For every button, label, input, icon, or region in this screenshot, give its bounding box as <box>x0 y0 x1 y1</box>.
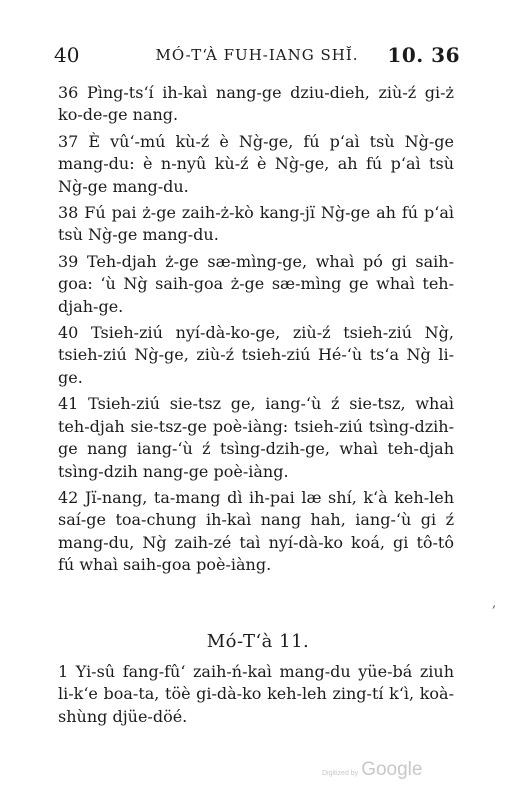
watermark-prefix: Digitized by <box>322 770 359 777</box>
verse-item <box>58 251 454 318</box>
verse-item <box>58 322 454 389</box>
verse-text: Tsieh-ziú nyí-dà-ko-ge, ziù-ź tsieh-ziú Ng̀, tsieh-ziú Ng̀-ge, ziù-ź tsieh-ziú Hé-‘ù ts‘a Ng̀ li-ge. <box>58 323 454 387</box>
verse-number: 42 <box>58 487 79 507</box>
chapter-verse-reference: 10. 36 <box>387 43 460 67</box>
verse-text: Yi-sû fang-fû‘ zaih-ń-kaì mang-du yüe-bá ziuh li-k‘e boa-ta, töè gi-dà-ko keh-leh zing-tí k‘ì, koà-shùng djüe-döé. <box>58 662 454 726</box>
running-title: MÓ-T‘À FUH-IANG SHĬ. <box>155 46 359 64</box>
verse-item <box>58 82 454 127</box>
verse-number: 39 <box>58 251 79 271</box>
verse-number: 38 <box>58 203 79 223</box>
verse-text: Fú pai ż-ge zaih-ż-kò kang-jï Ng̀-ge ah fú p‘aì tsù Ng̀-ge mang-du. <box>58 203 454 245</box>
digitized-by-google-watermark <box>322 759 442 781</box>
verses-bottom-block <box>58 661 454 732</box>
verse-item <box>58 131 454 198</box>
margin-mark: , <box>492 596 497 611</box>
verse-number: 1 <box>58 662 69 681</box>
verse-item <box>58 393 454 483</box>
verses-top-block <box>58 82 454 581</box>
verse-text: Tsieh-ziú sie-tsz ge, iang-‘ù ź sie-tsz, whaì teh-djah sie-tsz-ge poè-iàng: tsieh-ziú tsìng-dzih-ge nang iang-‘ù ź tsìng-dzih-ge, whaì teh-djah tsìng-dzih nang-ge poè-iàng. <box>58 394 454 481</box>
page-number: 40 <box>54 43 80 67</box>
verse-number: 37 <box>58 131 79 151</box>
verse-item <box>58 202 454 247</box>
google-logo: Google <box>361 759 423 780</box>
verse-text: Jï-nang, ta-mang dì ih-pai læ shí, k‘à keh-leh saí-ge toa-chung ih-kaì nang hah, iang-‘ù gi ź mang-du, Ng̀ zaih-zé taì nyí-dà-ko koá, gi tô-tô fú whaì saih-goa poè-iàng. <box>58 487 454 575</box>
verse-text: È vû‘-mú kù-ź è Ng̀-ge, fú p‘aì tsù Ng̀-ge mang-du: è n-nyû kù-ź è Ng̀-ge, ah fú p‘aì tsù Ng̀-ge mang-du. <box>58 131 454 196</box>
verse-item <box>58 487 454 577</box>
verse-text: Teh-djah ż-ge sæ-mìng-ge, whaì pó gi saih-goa: ‘ù Ng̀ saih-goa ż-ge sæ-mìng ge whaì teh-djah-ge. <box>58 251 454 316</box>
verse-number: 36 <box>58 83 79 102</box>
verse-number: 40 <box>58 323 79 343</box>
verse-item <box>58 661 454 728</box>
verse-number: 41 <box>58 394 79 414</box>
chapter-heading: Mó-T‘à 11. <box>206 631 310 652</box>
verse-text: Pìng-ts‘í ih-kaì nang-ge dziu-dieh, ziù-ź gi-ż ko-de-ge nang. <box>58 83 454 125</box>
page-header <box>54 40 460 70</box>
